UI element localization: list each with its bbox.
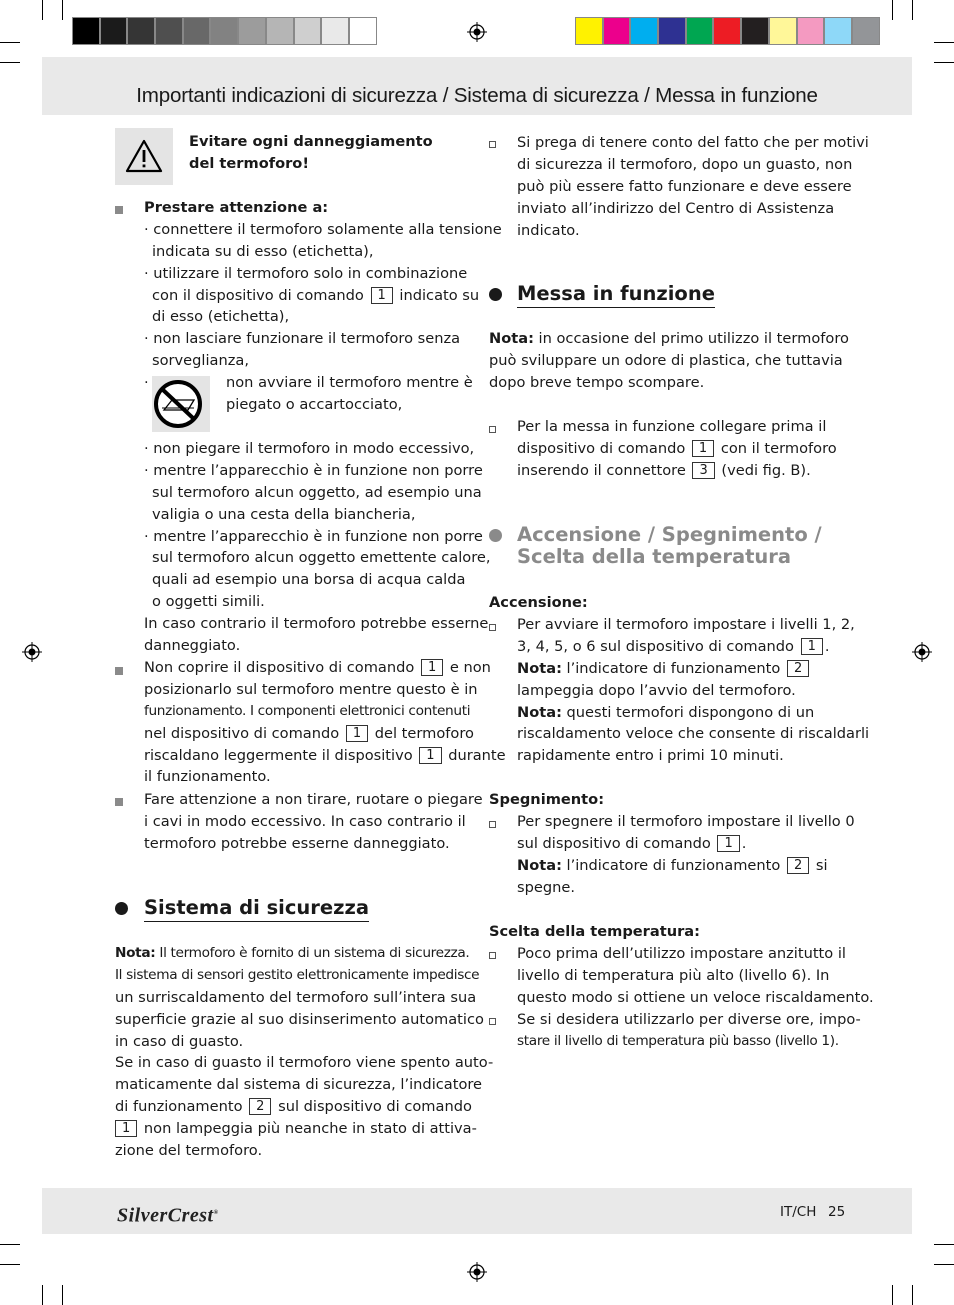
- registration-mark-bottom: [467, 1262, 487, 1282]
- switch-on-text: Per avviare il termoforo impostare i livelli 1, 2, 3, 4, 5, o 6 sul dispositivo di comando 1 . Nota: l’indicatore di funzionamento 2 lampeggia dopo l’avvio del termoforo. Nota: questi termofori dispongono di un riscaldamento veloce che consente di riscaldarli rapidamente entro i primi 10 minuti.: [517, 616, 870, 765]
- warning-box: [115, 128, 173, 185]
- list-dot: ·: [144, 374, 149, 391]
- temperature-text-2: Se si desidera utilizzarlo per diverse ore, impo- stare il livello di temperatura più basso (livello 1).: [517, 1011, 861, 1049]
- no-folding-icon: [152, 376, 210, 432]
- warning-triangle-icon: [115, 128, 173, 185]
- bullet-square: [115, 798, 123, 806]
- gray-swatch: [155, 17, 183, 45]
- section-bullet: [489, 529, 502, 542]
- color-swatch: [630, 17, 658, 45]
- attention-block-cont: · non piegare il termoforo in modo eccessivo, · mentre l’apparecchio è in funzione non porre sul termoforo alcun oggetto, ad esempio una valigia o una cesta della biancheria, · mentre l’apparecchio è in funzione non porre sul termoforo alcun oggetto emettente calore, quali ad esempio una borsa di acqua calda o oggetti simili. In caso contrario il termoforo potrebbe esserne danneggiato.: [144, 440, 491, 655]
- page-title: Importanti indicazioni di sicurezza / Sistema di sicurezza / Messa in funzione: [136, 84, 818, 107]
- gray-swatch: [100, 17, 128, 45]
- bullet-square: [115, 206, 123, 214]
- color-swatch: [769, 17, 797, 45]
- section-bullet: [115, 902, 128, 915]
- gray-swatch: [72, 17, 100, 45]
- temperature-title: Scelta della temperatura:: [489, 923, 700, 940]
- safety-system-text: Nota: Il termoforo è fornito di un sistema di sicurezza. Il sistema di sensori gestito elettronicamente impedisce un surriscaldamento del termoforo sull’intera sua superficie grazie al suo disinserimento automatico in caso di guasto. Se in caso di guasto il termoforo viene spento auto- maticamente dal sistema di sicurezza, l’indicatore di funzionamento 2 sul dispositivo di comando 1 non lampeggia più neanche in stato di attiva- zione del termoforo.: [115, 945, 494, 1160]
- color-swatch: [741, 17, 769, 45]
- bullet-box: [489, 821, 496, 828]
- bullet-box: [489, 141, 496, 148]
- section-bullet: [489, 288, 502, 301]
- switch-on-title: Accensione:: [489, 594, 588, 611]
- color-swatch: [824, 17, 852, 45]
- temperature-text-1: Poco prima dell’utilizzo impostare anzitutto il livello di temperatura più alto (livello 6). In questo modo si ottiene un veloce riscaldamento.: [517, 945, 874, 1006]
- page-number: 25: [828, 1204, 846, 1220]
- switch-off-title: Spegnimento:: [489, 791, 605, 808]
- bullet-box: [489, 426, 496, 433]
- section-title-safety-system: Sistema di sicurezza: [144, 896, 369, 920]
- after-fault-text: Si prega di tenere conto del fatto che per motivi di sicurezza il termoforo, dopo un guasto, non può più essere fatto funzionare e deve essere inviato all’indirizzo del Centro di Assistenza indicato.: [517, 134, 869, 239]
- bullet-box: [489, 1018, 496, 1025]
- color-swatch: [713, 17, 741, 45]
- bullet-box: [489, 952, 496, 959]
- gray-swatch: [349, 17, 377, 45]
- bullet-box: [489, 624, 496, 631]
- gray-swatch: [321, 17, 349, 45]
- attention-block: Prestare attenzione a: · connettere il termoforo solamente alla tensione indicata su di esso (etichetta), · utilizzare il termoforo solo in combinazione con il dispositivo di comando 1 indicato su di esso (etichetta), · non lasciare funzionare il termoforo senza sorveglianza,: [144, 199, 502, 370]
- color-swatch: [603, 17, 631, 45]
- color-swatch: [658, 17, 686, 45]
- section-title-on-off-temperature: Accensione / Spegnimento / Scelta della temperatura: [517, 523, 822, 568]
- control-unit-bullet: Non coprire il dispositivo di comando 1 e non posizionarlo sul termoforo mentre questo è in funzionamento. I componenti elettronici contenuti nel dispositivo di comando 1 del termoforo riscaldano leggermente il dispositivo 1 durante il funzionamento.: [144, 659, 506, 786]
- gray-swatch: [294, 17, 322, 45]
- registration-mark-right: [912, 642, 932, 662]
- gray-swatch: [127, 17, 155, 45]
- cables-bullet: Fare attenzione a non tirare, ruotare o piegare i cavi in modo eccessivo. In caso contrario il termoforo potrebbe esserne danneggiato.: [144, 791, 483, 852]
- warning-text: Evitare ogni danneggiamento del termoforo!: [189, 133, 433, 172]
- gray-color-bar: [72, 17, 377, 47]
- color-swatch: [686, 17, 714, 45]
- silvercrest-logo: SilverCrest®: [117, 1204, 219, 1227]
- start-up-bullet: Per la messa in funzione collegare prima il dispositivo di comando 1 con il termoforo inserendo il connettore 3 (vedi fig. B).: [517, 418, 837, 479]
- gray-swatch: [238, 17, 266, 45]
- footer-band: [42, 1188, 912, 1234]
- language-code: IT/CH: [780, 1204, 817, 1220]
- registration-mark-top: [467, 22, 487, 42]
- color-swatch: [575, 17, 603, 45]
- cmyk-color-bar: [575, 17, 880, 47]
- color-swatch: [852, 17, 880, 45]
- gray-swatch: [183, 17, 211, 45]
- registration-mark-left: [22, 642, 42, 662]
- header-band: [42, 57, 912, 115]
- start-up-note: Nota: in occasione del primo utilizzo il termoforo può sviluppare un odore di plastica, che tuttavia dopo breve tempo scompare.: [489, 330, 849, 391]
- folding-warning-text: non avviare il termoforo mentre è piegato o accartocciato,: [226, 374, 473, 413]
- gray-swatch: [210, 17, 238, 45]
- switch-off-text: Per spegnere il termoforo impostare il livello 0 sul dispositivo di comando 1 . Nota: l’indicatore di funzionamento 2 si spegne.: [517, 813, 855, 896]
- bullet-square: [115, 667, 123, 675]
- section-title-start-up: Messa in funzione: [517, 282, 715, 306]
- gray-swatch: [266, 17, 294, 45]
- color-swatch: [797, 17, 825, 45]
